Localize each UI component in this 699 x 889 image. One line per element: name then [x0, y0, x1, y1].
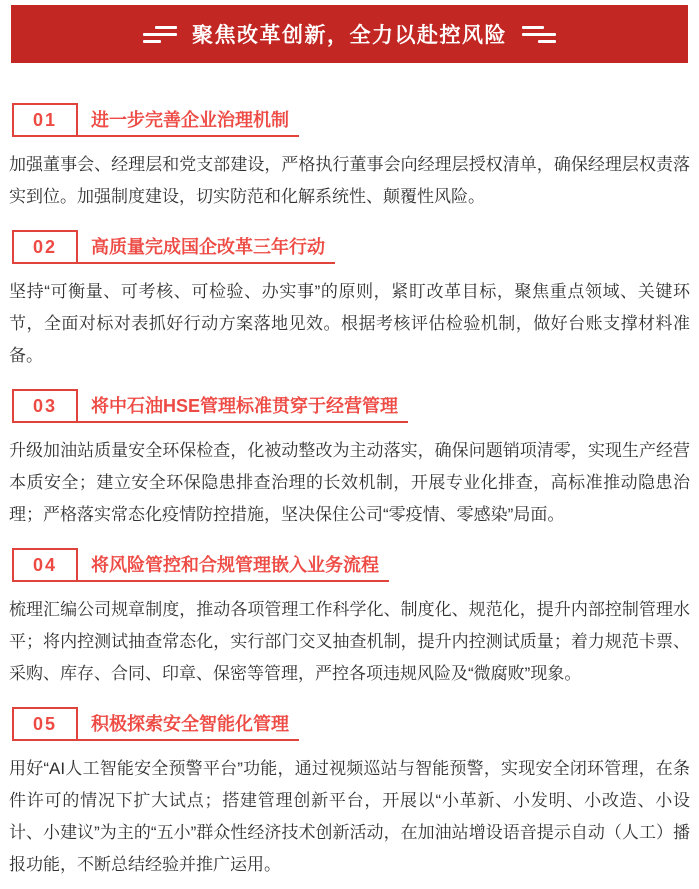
section-header-02 — [12, 230, 335, 264]
headline-banner — [11, 5, 688, 63]
section-header-03 — [12, 389, 408, 423]
section-body-text: 坚持“可衡量、可考核、可检验、办实事”的原则，紧盯改革目标，聚焦重点领域、关键环节，全面对标对表抓好行动方案落地见效。根据考核评估检验机制，做好台账支撑材料准备。 — [9, 282, 690, 365]
section-title: 高质量完成国企改革三年行动 — [91, 237, 325, 257]
section-body-text: 升级加油站质量安全环保检查，化被动整改为主动落实，确保问题销项清零，实现生产经营本质安全；建立安全环保隐患排查治理的长效机制，开展专业化排查，高标准推动隐患治理；严格落实常态化疫情防控措施，坚决保住公司“零疫情、零感染”局面。 — [9, 441, 690, 524]
triple-lines-right-icon — [522, 26, 556, 43]
banner-title: 聚焦改革创新，全力以赴控风险 — [192, 24, 507, 47]
section-body-text: 加强董事会、经理层和党支部建设，严格执行董事会向经理层授权清单，确保经理层权责落实到位。加强制度建设，切实防范和化解系统性、颠覆性风险。 — [9, 155, 690, 206]
section-header-04 — [12, 548, 389, 582]
section-number-badge: 05 — [12, 707, 78, 739]
section-number-badge: 03 — [12, 389, 78, 421]
section-number-badge: 01 — [12, 103, 78, 135]
section-title: 积极探索安全智能化管理 — [91, 714, 289, 734]
triple-lines-left-icon — [143, 26, 177, 43]
section-title: 将风险管控和合规管理嵌入业务流程 — [91, 555, 379, 575]
section-body-text: 梳理汇编公司规章制度，推动各项管理工作科学化、制度化、规范化，提升内部控制管理水平；将内控测试抽查常态化，实行部门交叉抽查机制，提升内控测试质量；着力规范卡票、采购、库存、合同、印章、保密等管理，严控各项违规风险及“微腐败”现象。 — [9, 600, 690, 683]
section-body-text: 用好“AI人工智能安全预警平台”功能，通过视频巡站与智能预警，实现安全闭环管理，在条件许可的情况下扩大试点；搭建管理创新平台，开展以“小革新、小发明、小改造、小设计、小建议”为主的“五小”群众性经济技术创新活动，在加油站增设语音提示自动（人工）播报功能，不断总结经验并推广运用。 — [9, 759, 690, 874]
section-number-badge: 02 — [12, 230, 78, 262]
section-header-01 — [12, 103, 299, 137]
section-title: 将中石油HSE管理标准贯穿于经营管理 — [91, 396, 399, 416]
section-number-badge: 04 — [12, 548, 78, 580]
section-header-05 — [12, 707, 299, 741]
bottom-spacer — [0, 881, 699, 889]
section-title: 进一步完善企业治理机制 — [91, 110, 289, 130]
